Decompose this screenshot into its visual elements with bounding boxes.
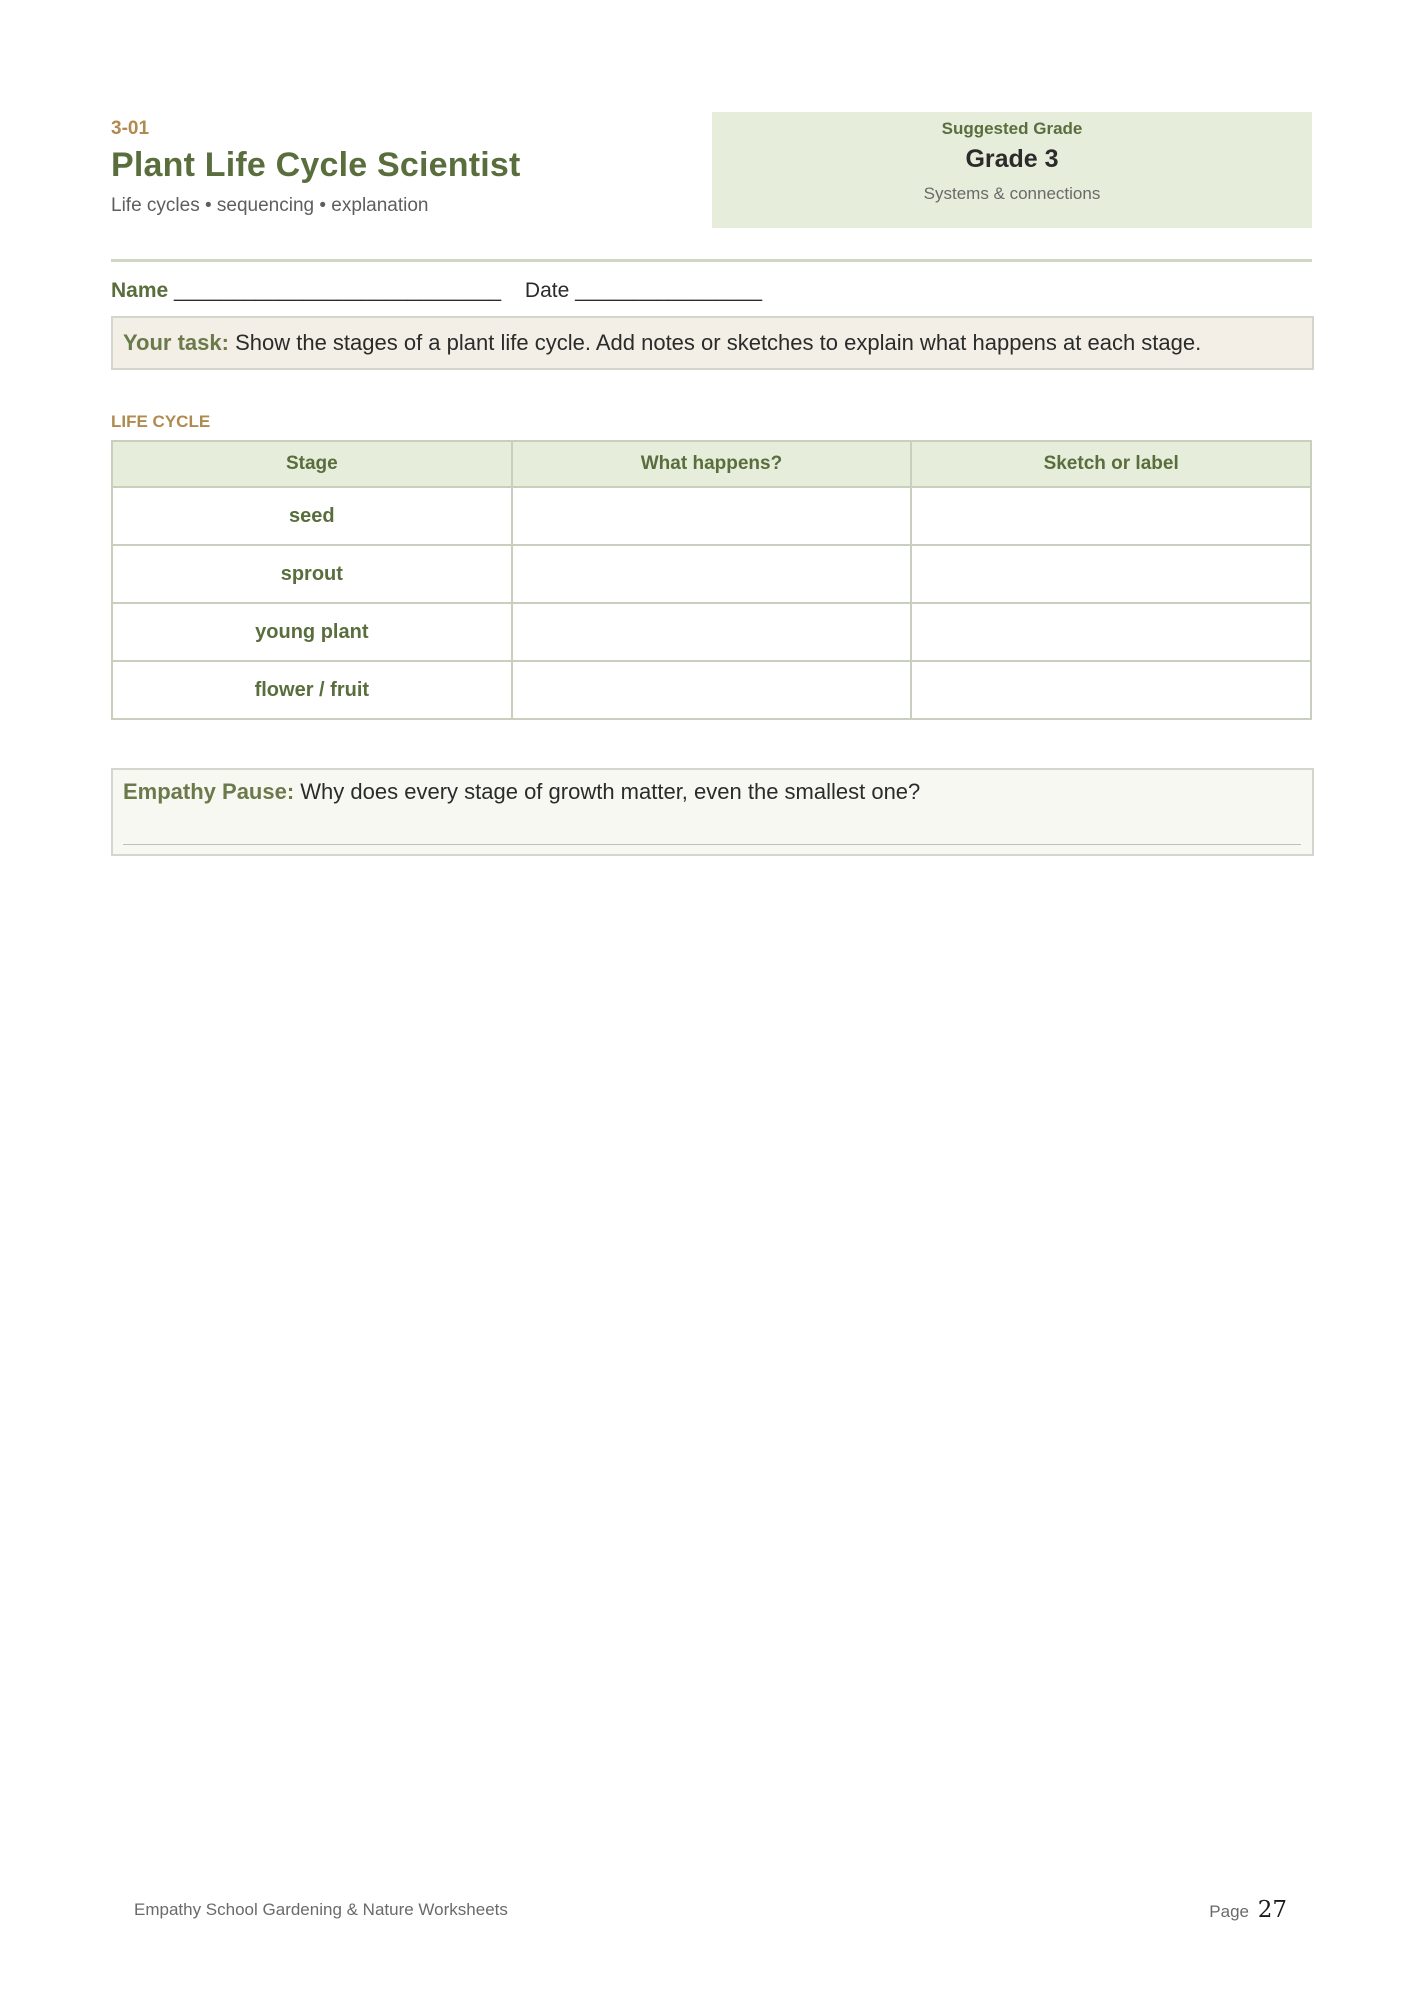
empathy-pause-label: Empathy Pause: bbox=[123, 779, 295, 804]
table-row bbox=[112, 603, 1311, 661]
what-happens-cell[interactable] bbox=[512, 545, 912, 603]
stage-cell: seed bbox=[112, 487, 512, 545]
sketch-cell[interactable] bbox=[911, 487, 1311, 545]
table-row bbox=[112, 661, 1311, 719]
empathy-pause-box bbox=[111, 768, 1314, 856]
grade-value: Grade 3 bbox=[965, 145, 1059, 173]
what-happens-cell[interactable] bbox=[512, 661, 912, 719]
life-cycle-table bbox=[111, 440, 1312, 720]
answer-line[interactable] bbox=[123, 844, 1301, 845]
grade-box bbox=[712, 112, 1312, 228]
task-box bbox=[111, 316, 1314, 370]
name-field[interactable]: ____________________________ bbox=[174, 279, 502, 302]
grade-label: Suggested Grade bbox=[941, 119, 1083, 138]
name-label: Name bbox=[111, 279, 169, 302]
footer-page bbox=[1209, 1897, 1287, 1923]
what-happens-cell[interactable] bbox=[512, 487, 912, 545]
sketch-cell[interactable] bbox=[911, 603, 1311, 661]
section-label: LIFE CYCLE bbox=[111, 412, 211, 431]
date-label: Date bbox=[524, 279, 570, 302]
sketch-cell[interactable] bbox=[911, 661, 1311, 719]
task-label: Your task: bbox=[123, 330, 229, 355]
stage-cell: flower / fruit bbox=[112, 661, 512, 719]
column-header-sketch: Sketch or label bbox=[911, 441, 1311, 487]
page-title: Plant Life Cycle Scientist bbox=[111, 146, 521, 184]
date-field[interactable]: ________________ bbox=[575, 279, 762, 302]
page-subtitle: Life cycles • sequencing • explanation bbox=[111, 195, 429, 216]
page-number: 27 bbox=[1257, 1897, 1287, 1923]
task-description: Show the stages of a plant life cycle. Add notes or sketches to explain what happens at each stage. bbox=[235, 330, 1202, 355]
task-text bbox=[123, 330, 1201, 356]
sketch-cell[interactable] bbox=[911, 545, 1311, 603]
empathy-pause-text bbox=[123, 779, 920, 805]
stage-cell: sprout bbox=[112, 545, 512, 603]
what-happens-cell[interactable] bbox=[512, 603, 912, 661]
name-date-row bbox=[111, 279, 762, 303]
table-header-row bbox=[112, 441, 1311, 487]
table-row bbox=[112, 545, 1311, 603]
worksheet-code: 3-01 bbox=[111, 118, 150, 139]
page-label: Page bbox=[1209, 1902, 1249, 1921]
column-header-what-happens: What happens? bbox=[512, 441, 912, 487]
header-divider bbox=[111, 259, 1312, 262]
grade-note: Systems & connections bbox=[923, 184, 1101, 203]
stage-cell: young plant bbox=[112, 603, 512, 661]
table-row bbox=[112, 487, 1311, 545]
footer-title: Empathy School Gardening & Nature Worksheets bbox=[134, 1900, 508, 1919]
empathy-pause-question: Why does every stage of growth matter, even the smallest one? bbox=[300, 779, 921, 804]
column-header-stage: Stage bbox=[112, 441, 512, 487]
